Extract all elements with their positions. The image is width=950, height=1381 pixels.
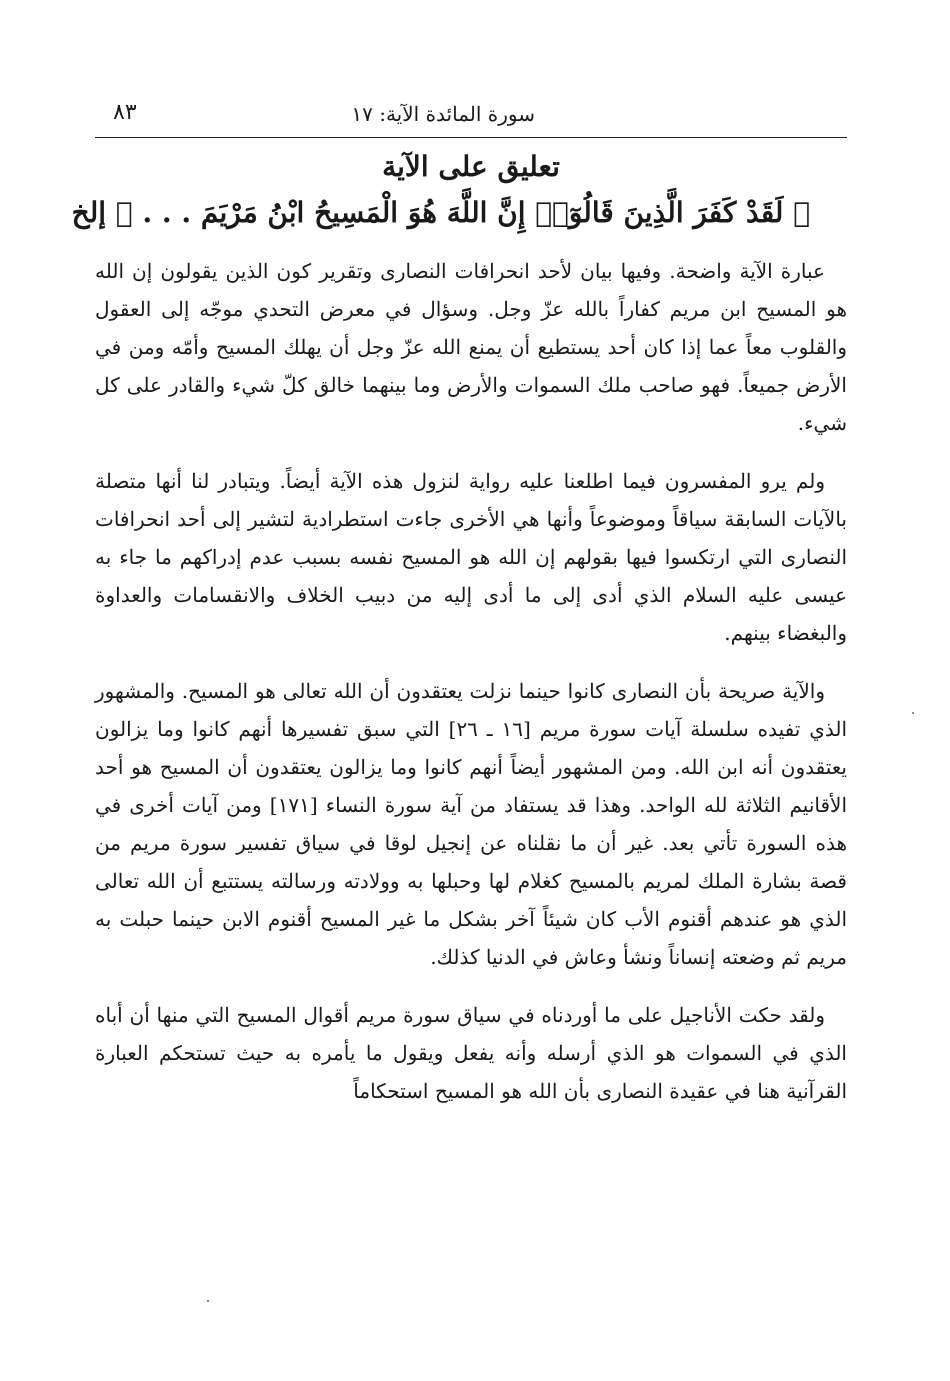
paragraph-3: والآية صريحة بأن النصارى كانوا حينما نزلت يعتقدون أن الله تعالى هو المسيح. والمشهور الذي تفيده سلسلة آيات سورة مريم [١٦ ـ ٢٦] التي سبق تفسيرها أنهم كانوا وما يزالون يعتقدون أنه ابن الله. ومن المشهور أيضاً أنهم كانوا وما يزالون يعتقدون أن المسيح هو أحد الأقانيم الثلاثة لله الواحد. وهذا قد يستفاد من آية سورة النساء [١٧١] ومن آيات أخرى في هذه السورة تأتي بعد. غير أن ما نقلناه عن إنجيل لوقا في سياق تفسير سورة مريم من قصة بشارة الملك لمريم بالمسيح كغلام لها وحبلها به وولادته ورسالته يستتبع أن الله تعالى الذي هو عندهم أقنوم الأب كان شيئاً آخر بشكل ما غير المسيح أقنوم الابن حينما حبلت به مريم ثم وضعته إنساناً ونشأ وعاش في الدنيا كذلك. bbox=[95, 679, 848, 969]
body-text bbox=[95, 252, 847, 1130]
section-title: تعليق على الآية bbox=[382, 150, 560, 183]
paragraph-4: ولقد حكت الأناجيل على ما أوردناه في سياق سورة مريم أقوال المسيح التي منها أن أباه الذي في السموات هو الذي أرسله وأنه يفعل ويقول ما يأمره به حيث تستحكم العبارة القرآنية هنا في عقيدة النصارى بأن الله هو المسيح استحكاماً bbox=[95, 1003, 847, 1103]
scan-speck bbox=[912, 712, 914, 714]
header-divider bbox=[95, 137, 847, 138]
scan-speck bbox=[207, 1300, 209, 1302]
quran-verse: ﴿ لَقَدْ كَفَرَ الَّذِينَ قَالُوٓا۟ إِنَّ اللَّهَ هُوَ الْمَسِيحُ ابْنُ مَرْيَمَ . . . ﴾ إلخ bbox=[71, 196, 810, 229]
paragraph-2: ولم يرو المفسرون فيما اطلعنا عليه رواية لنزول هذه الآية أيضاً. ويتبادر لنا أنها متصلة بالآيات السابقة سياقاً وموضوعاً وأنها هي الأخرى جاءت استطرادية لتشير إلى أحد انحرافات النصارى التي ارتكسوا فيها بقولهم إن الله هو المسيح نفسه بسبب عدم إدراكهم ما جاء به عيسى عليه السلام الذي أدى إلى ما أدى إليه من دبيب الخلاف والانقسامات والعداوة والبغضاء بينهم. bbox=[95, 469, 847, 645]
paragraph-1: عبارة الآية واضحة. وفيها بيان لأحد انحرافات النصارى وتقرير كون الذين يقولون إن الله هو المسيح ابن مريم كفاراً بالله عزّ وجل. وسؤال في معرض التحدي موجّه إلى العقول والقلوب معاً عما إذا كان أحد يستطيع أن يمنع الله عزّ وجل أن يهلك المسيح وأمّه ومن في الأرض جميعاً. فهو صاحب ملك السموات والأرض وما بينهما خالق كلّ شيء والقادر على كل شيء. bbox=[95, 259, 847, 435]
header-title: سورة المائدة الآية: ١٧ bbox=[351, 102, 535, 126]
running-header bbox=[95, 100, 847, 134]
page-number: ٨٣ bbox=[113, 100, 137, 125]
